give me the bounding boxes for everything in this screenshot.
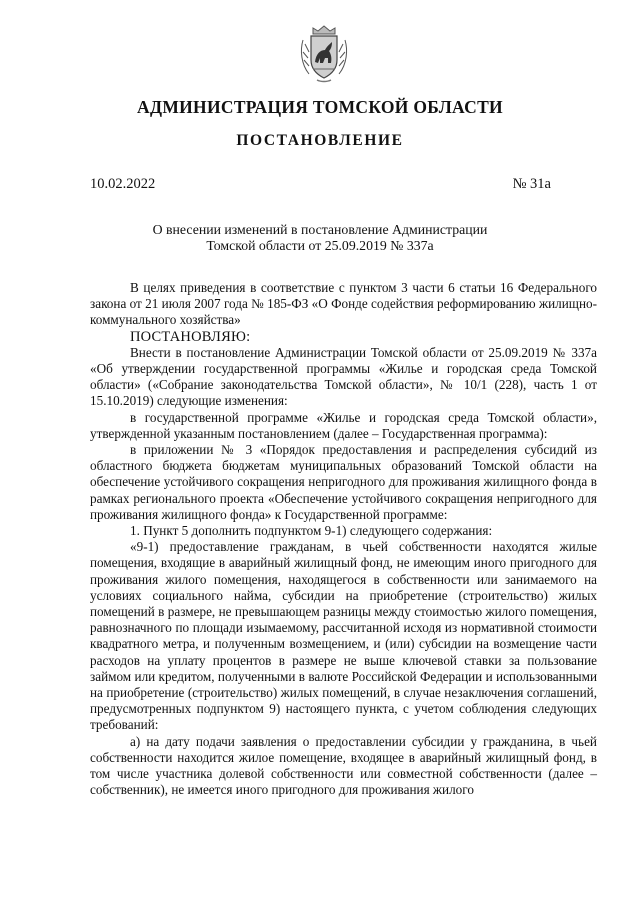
paragraph-resolve: ПОСТАНОВЛЯЮ:: [130, 328, 251, 345]
document-body: [90, 280, 597, 799]
document-number: № 31а: [512, 176, 551, 192]
paragraph: в приложении № 3 «Порядок предоставления и распределения субсидий из областного бюджета бюджетам муниципальных образований Томской области на обеспечение устойчивого сокращения непригодного для проживания жилищного фонда в рамках регионального проекта «Обеспечение устойчивого сокращения непригодного для проживания жилищного фонда» к Государственной программе:: [90, 442, 597, 522]
paragraph: 1. Пункт 5 дополнить подпунктом 9-1) следующего содержания:: [130, 523, 493, 539]
document-date: 10.02.2022: [90, 176, 156, 192]
paragraph: «9-1) предоставление гражданам, в чьей собственности находятся жилые помещения, входящие в аварийный жилищный фонд, не имеющим иного пригодного для проживания жилого помещения, находящегося в собственности или занимаемого на условиях социального найма, субсидии на приобретение (строительство) жилых помещений в размере, не превышающем разницы между стоимостью жилого помещения, равнозначного по площади изымаемому, рассчитанной исходя из нормативной стоимости квадратного метра, и полученным возмещением, и (или) субсидии на возмещение части расходов на уплату процентов в размере не выше ключевой ставки за пользование займом или кредитом, полученными в валюте Российской Федерации и использованными на приобретение (строительство) жилых помещений, в случае незаключения соглашений, предусмотренных подпунктом 9) настоящего пункта, с учетом соблюдения следующих требований:: [90, 539, 597, 733]
paragraph: Внести в постановление Администрации Томской области от 25.09.2019 № 337а «Об утверждении государственной программы «Жилье и городская среда Томской области» («Собрание законодательства Томской области», № 10/1 (228), часть 1 от 15.10.2019) следующие изменения:: [90, 344, 597, 409]
organization-name: АДМИНИСТРАЦИЯ ТОМСКОЙ ОБЛАСТИ: [137, 97, 503, 117]
paragraph: а) на дату подачи заявления о предоставлении субсидии у гражданина, в чьей собственности находится жилое помещение, входящее в аварийный жилищный фонд, в том числе участника долевой собственности или совместной собственности (далее – собственник), не имеется иного пригодного для проживания жилого: [90, 733, 597, 798]
document-subject: [150, 222, 490, 254]
paragraph: В целях приведения в соответствие с пунктом 3 части 6 статьи 16 Федерального закона от 21 июля 2007 года № 185-ФЗ «О Фонде содействия реформированию жилищно-коммунального хозяйства»: [90, 280, 597, 328]
tomsk-coat-of-arms-icon: [299, 22, 349, 84]
paragraph: в государственной программе «Жилье и городская среда Томской области», утвержденной указанным постановлением (далее – Государственная программа):: [90, 409, 597, 441]
subject-line: О внесении изменений в постановление Администрации: [152, 222, 488, 237]
subject-line: Томской области от 25.09.2019 № 337а: [206, 238, 434, 253]
document-type: ПОСТАНОВЛЕНИЕ: [236, 132, 404, 149]
